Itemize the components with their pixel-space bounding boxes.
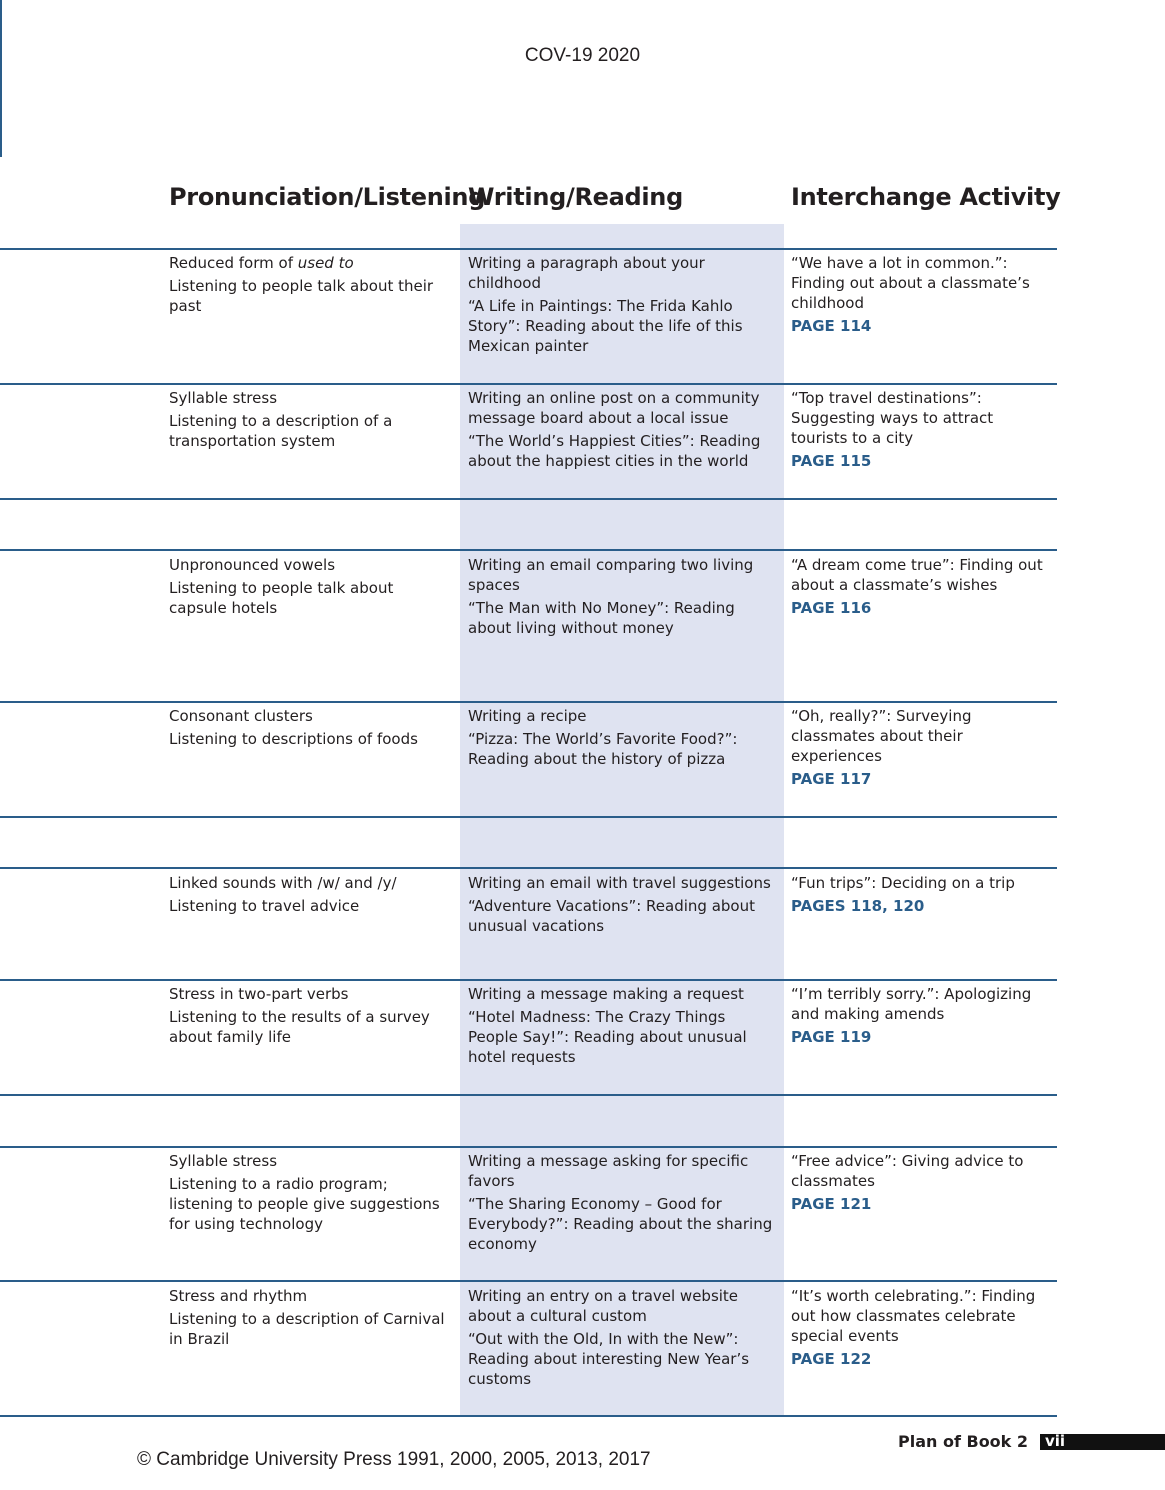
- writing-text: Writing a paragraph about your childhood: [468, 254, 705, 292]
- reading-text: “A Life in Paintings: The Frida Kahlo Story”: Reading about the life of this Mexican painter: [468, 297, 743, 355]
- row-divider: [0, 498, 1057, 500]
- activity-cell: [791, 873, 1053, 919]
- reading-text: “The Man with No Money”: Reading about living without money: [468, 599, 735, 637]
- column-heading-interchange: Interchange Activity: [791, 183, 1061, 211]
- pron-text: Stress in two-part verbs: [169, 985, 349, 1003]
- row-divider: [0, 867, 1057, 869]
- activity-cell: [791, 388, 1053, 474]
- activity-cell: [791, 555, 1053, 621]
- page-reference: PAGE 122: [791, 1350, 872, 1368]
- page-reference: PAGE 115: [791, 452, 872, 470]
- activity-text: “Top travel destinations”: Suggesting ways to attract tourists to a city: [791, 389, 994, 447]
- listening-text: Listening to a radio program; listening to people give suggestions for using technology: [169, 1175, 440, 1233]
- reading-text: “Pizza: The World’s Favorite Food?”: Reading about the history of pizza: [468, 730, 738, 768]
- page-reference: PAGE 119: [791, 1028, 872, 1046]
- listening-text: Listening to descriptions of foods: [169, 730, 418, 748]
- pron-text: Syllable stress: [169, 1152, 278, 1170]
- pronunciation-cell: [169, 555, 454, 621]
- listening-text: Listening to the results of a survey about family life: [169, 1008, 430, 1046]
- pronunciation-cell: [169, 873, 454, 919]
- row-divider: [0, 979, 1057, 981]
- pron-text: Stress and rhythm: [169, 1287, 308, 1305]
- pronunciation-cell: [169, 388, 454, 454]
- activity-text: “Free advice”: Giving advice to classmates: [791, 1152, 1024, 1190]
- reading-text: “Out with the Old, In with the New”: Reading about interesting New Year’s customs: [468, 1330, 750, 1388]
- left-margin-rule: [0, 0, 2, 157]
- row-divider: [0, 248, 1057, 250]
- writing-cell: [468, 555, 773, 641]
- listening-text: Listening to people talk about capsule hotels: [169, 579, 394, 617]
- pronunciation-cell: [169, 1151, 454, 1237]
- row-divider: [0, 701, 1057, 703]
- writing-text: Writing a recipe: [468, 707, 587, 725]
- writing-cell: [468, 1151, 773, 1257]
- column-heading-writing: Writing/Reading: [468, 183, 683, 211]
- activity-text: “We have a lot in common.”: Finding out about a classmate’s childhood: [791, 254, 1030, 312]
- writing-cell: [468, 388, 773, 474]
- row-divider: [0, 549, 1057, 551]
- listening-text: Listening to travel advice: [169, 897, 360, 915]
- writing-cell: [468, 984, 773, 1070]
- activity-text: “Oh, really?”: Surveying classmates about their experiences: [791, 707, 972, 765]
- row-divider: [0, 1280, 1057, 1282]
- pron-text: Linked sounds with /w/ and /y/: [169, 874, 397, 892]
- page-number: vii: [1045, 1432, 1066, 1450]
- activity-text: “I’m terribly sorry.”: Apologizing and making amends: [791, 985, 1032, 1023]
- row-divider: [0, 1415, 1057, 1417]
- row-divider: [0, 816, 1057, 818]
- activity-cell: [791, 253, 1053, 339]
- writing-text: Writing an email with travel suggestions: [468, 874, 771, 892]
- page-reference: PAGES 118, 120: [791, 897, 925, 915]
- writing-text: Writing an online post on a community message board about a local issue: [468, 389, 760, 427]
- reading-text: “Hotel Madness: The Crazy Things People Say!”: Reading about unusual hotel requests: [468, 1008, 747, 1066]
- page-reference: PAGE 121: [791, 1195, 872, 1213]
- reading-text: “The World’s Happiest Cities”: Reading about the happiest cities in the world: [468, 432, 761, 470]
- copyright-notice: © Cambridge University Press 1991, 2000, 2005, 2013, 2017: [137, 1449, 651, 1470]
- writing-text: Writing a message asking for specific favors: [468, 1152, 749, 1190]
- writing-cell: [468, 1286, 773, 1392]
- page-reference: PAGE 117: [791, 770, 872, 788]
- writing-cell: [468, 253, 773, 359]
- pronunciation-cell: [169, 253, 454, 319]
- column-heading-pronunciation: Pronunciation/Listening: [169, 183, 486, 211]
- document-header: COV-19 2020: [524, 45, 641, 66]
- writing-cell: [468, 706, 773, 772]
- plan-label: Plan of Book 2: [898, 1432, 1029, 1451]
- listening-text: Listening to a description of Carnival in Brazil: [169, 1310, 445, 1348]
- listening-text: Listening to people talk about their past: [169, 277, 434, 315]
- writing-cell: [468, 873, 773, 939]
- activity-text: “Fun trips”: Deciding on a trip: [791, 874, 1015, 892]
- pron-italic-text: used to: [297, 254, 354, 272]
- pronunciation-cell: [169, 706, 454, 752]
- reading-text: “The Sharing Economy – Good for Everybody?”: Reading about the sharing economy: [468, 1195, 773, 1253]
- pronunciation-cell: [169, 984, 454, 1050]
- pron-text: Consonant clusters: [169, 707, 313, 725]
- pron-text: Unpronounced vowels: [169, 556, 336, 574]
- writing-text: Writing an email comparing two living spaces: [468, 556, 754, 594]
- page-reference: PAGE 116: [791, 599, 872, 617]
- page-reference: PAGE 114: [791, 317, 872, 335]
- activity-cell: [791, 706, 1053, 792]
- row-divider: [0, 383, 1057, 385]
- activity-cell: [791, 1151, 1053, 1217]
- writing-text: Writing a message making a request: [468, 985, 744, 1003]
- row-divider: [0, 1146, 1057, 1148]
- pron-text: Reduced form of: [169, 254, 298, 272]
- row-divider: [0, 1094, 1057, 1096]
- activity-text: “A dream come true”: Finding out about a classmate’s wishes: [791, 556, 1043, 594]
- reading-text: “Adventure Vacations”: Reading about unusual vacations: [468, 897, 755, 935]
- activity-cell: [791, 1286, 1053, 1372]
- activity-text: “It’s worth celebrating.”: Finding out how classmates celebrate special events: [791, 1287, 1036, 1345]
- pronunciation-cell: [169, 1286, 454, 1352]
- pron-text: Syllable stress: [169, 389, 278, 407]
- activity-cell: [791, 984, 1053, 1050]
- writing-text: Writing an entry on a travel website about a cultural custom: [468, 1287, 739, 1325]
- listening-text: Listening to a description of a transportation system: [169, 412, 393, 450]
